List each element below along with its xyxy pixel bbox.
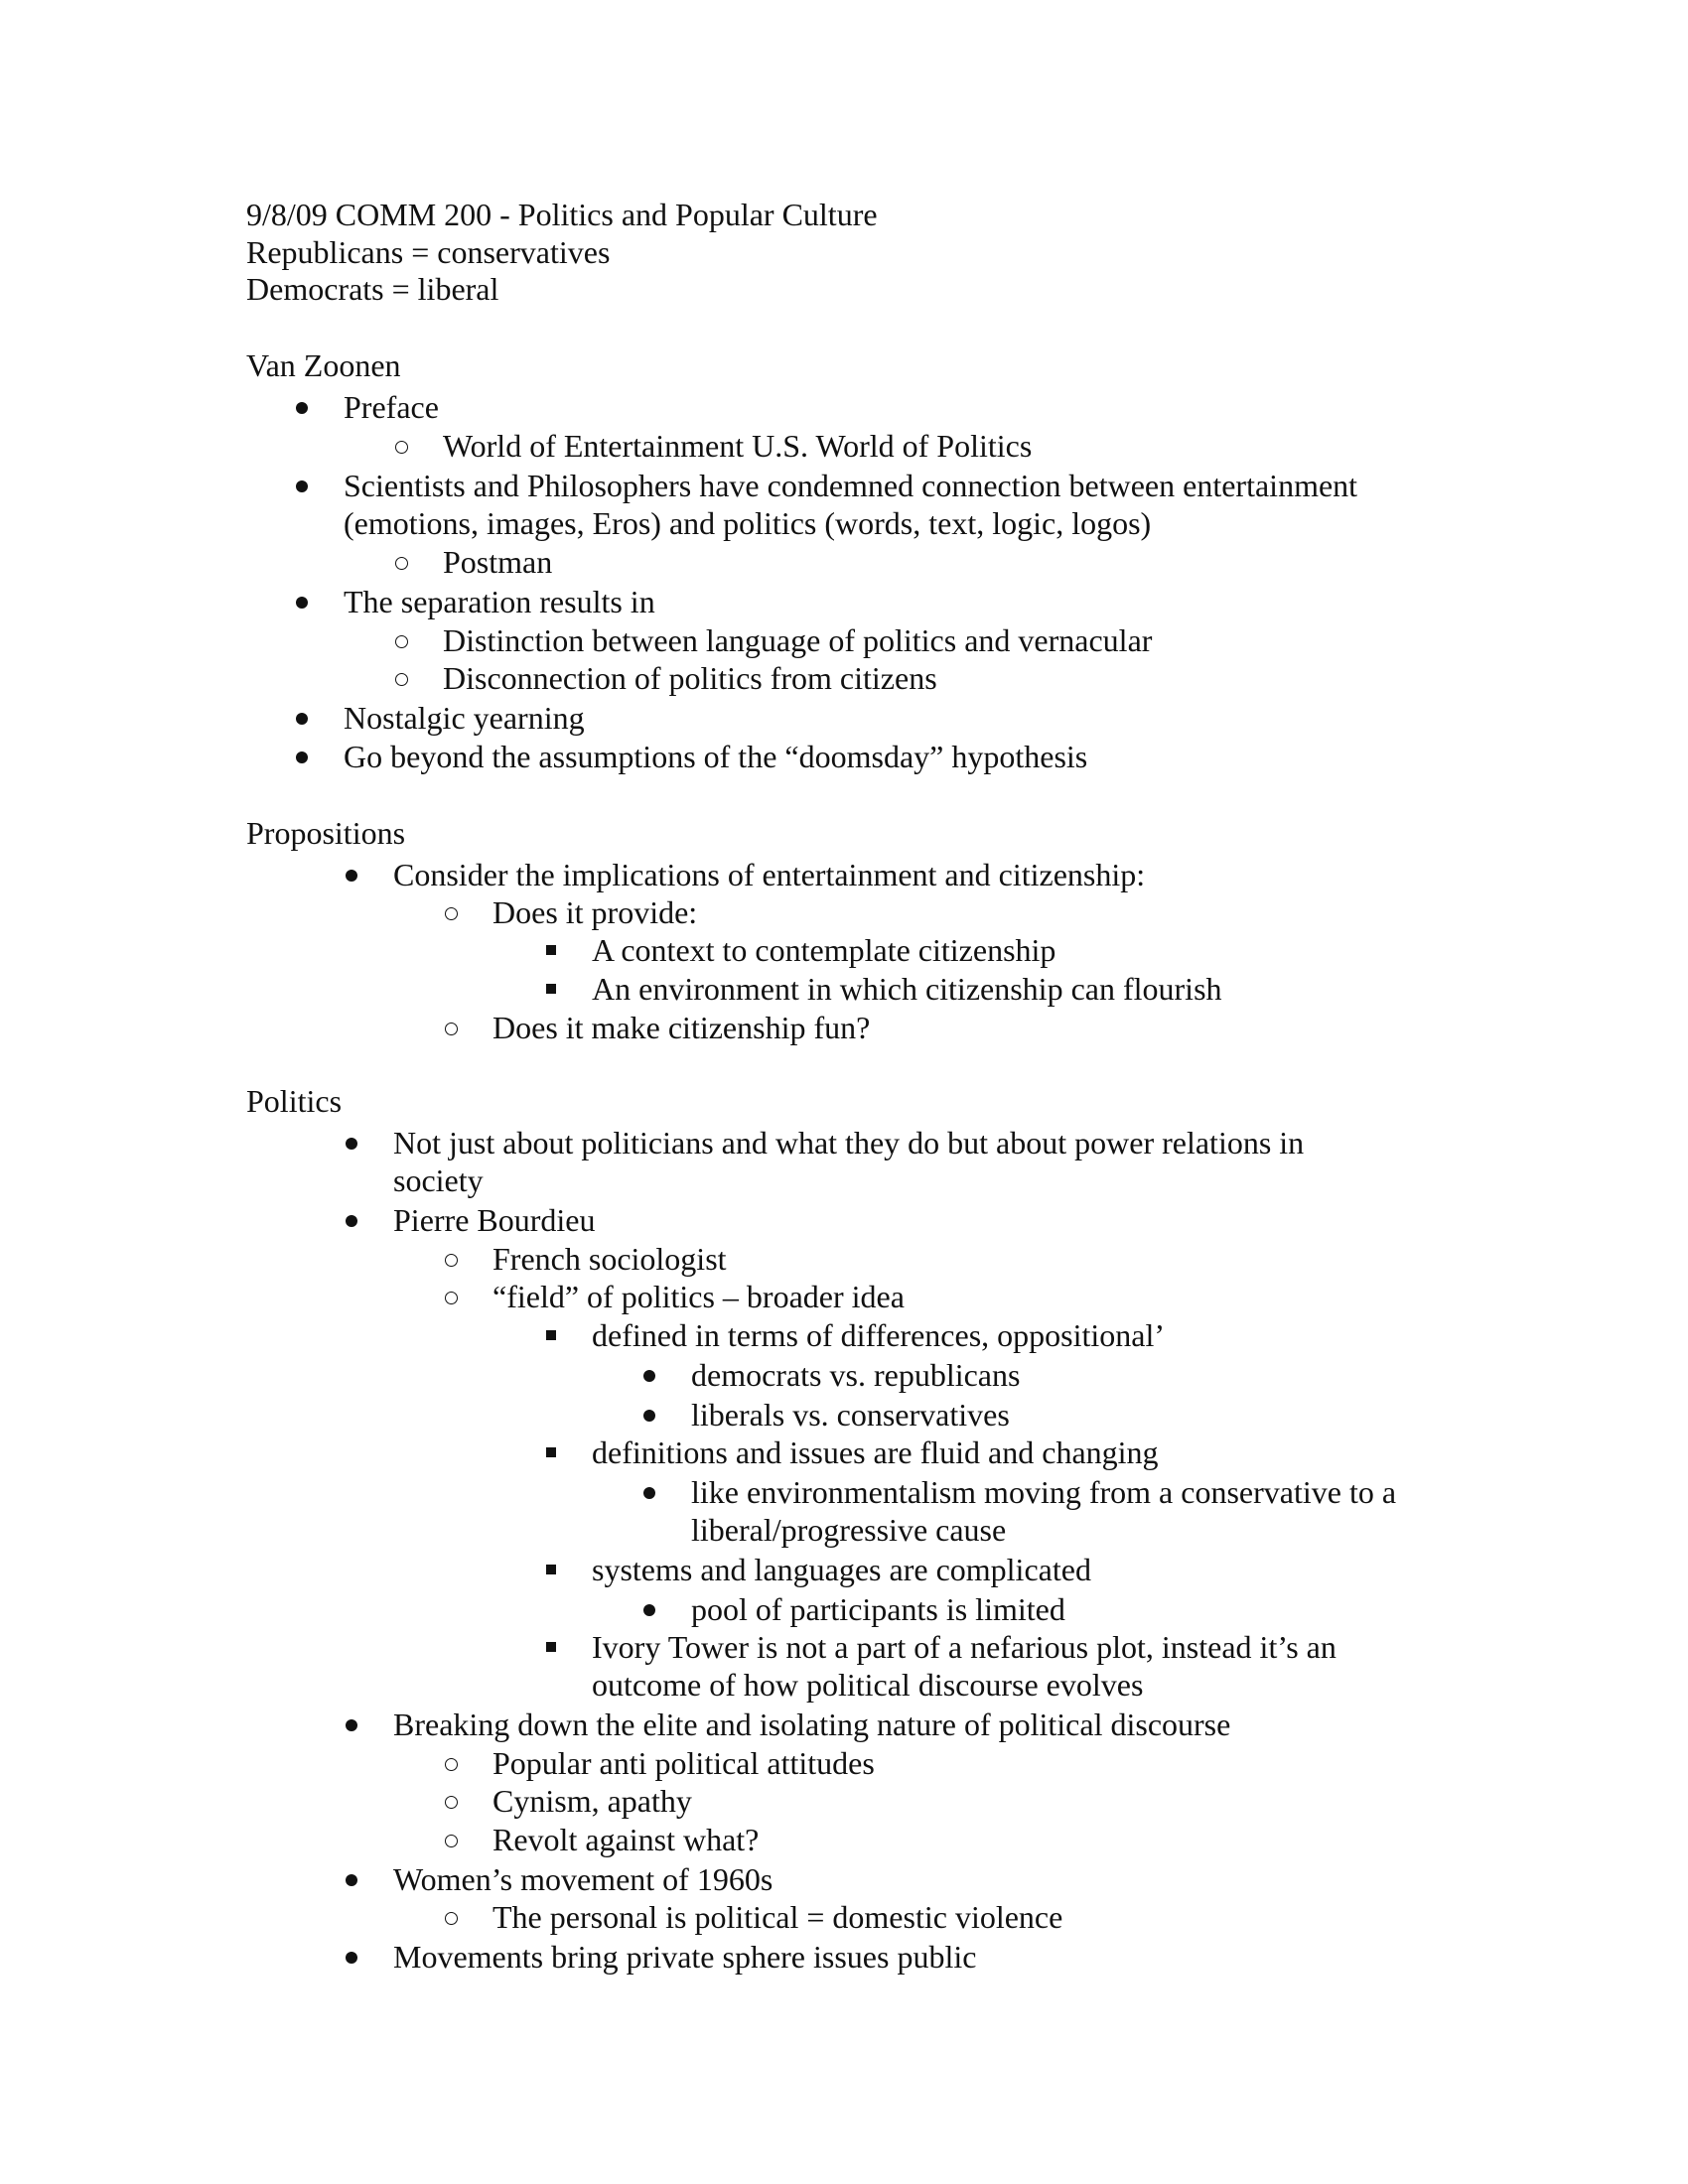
bullet-icon <box>296 480 308 492</box>
square-bullet-icon <box>546 945 556 955</box>
list-item: French sociologist <box>492 1241 727 1277</box>
list-item: Pierre Bourdieu <box>393 1202 596 1238</box>
bullet-icon <box>643 1410 655 1422</box>
list-item: defined in terms of differences, oppositional’ <box>592 1317 1166 1353</box>
list-item: Popular anti political attitudes <box>492 1745 875 1781</box>
list-item: Does it make citizenship fun? <box>492 1010 871 1045</box>
circle-bullet-icon <box>395 441 408 454</box>
list-item-continuation: (emotions, images, Eros) and politics (words, text, logic, logos) <box>344 505 1152 541</box>
list-item: An environment in which citizenship can flourish <box>592 971 1222 1007</box>
bullet-icon <box>643 1370 655 1382</box>
bullet-icon <box>346 1215 357 1227</box>
header-line: Democrats = liberal <box>246 271 499 307</box>
list-item-continuation: liberal/progressive cause <box>691 1512 1007 1548</box>
list-item: Consider the implications of entertainment and citizenship: <box>393 857 1146 892</box>
circle-bullet-icon <box>445 1023 458 1035</box>
list-item: democrats vs. republicans <box>691 1357 1021 1393</box>
list-item-continuation: outcome of how political discourse evolves <box>592 1667 1144 1703</box>
circle-bullet-icon <box>445 1758 458 1771</box>
list-item: Distinction between language of politics and vernacular <box>443 622 1153 658</box>
bullet-icon <box>346 1138 357 1150</box>
bullet-icon <box>346 1719 357 1731</box>
list-item: Does it provide: <box>492 894 698 930</box>
list-item: systems and languages are complicated <box>592 1552 1091 1587</box>
circle-bullet-icon <box>395 557 408 570</box>
circle-bullet-icon <box>395 635 408 648</box>
section-heading: Propositions <box>246 815 406 851</box>
bullet-icon <box>346 1952 357 1964</box>
list-item: like environmentalism moving from a conservative to a <box>691 1474 1397 1510</box>
section-heading: Politics <box>246 1083 343 1119</box>
square-bullet-icon <box>546 984 556 994</box>
circle-bullet-icon <box>445 1254 458 1267</box>
bullet-icon <box>346 870 357 882</box>
list-item: Breaking down the elite and isolating nature of political discourse <box>393 1706 1231 1742</box>
list-item: Movements bring private sphere issues public <box>393 1939 977 1975</box>
list-item: Nostalgic yearning <box>344 700 585 736</box>
list-item: Revolt against what? <box>492 1822 760 1857</box>
circle-bullet-icon <box>395 673 408 686</box>
list-item: Cynism, apathy <box>492 1783 692 1819</box>
circle-bullet-icon <box>445 1835 458 1847</box>
circle-bullet-icon <box>445 907 458 920</box>
list-item: Scientists and Philosophers have condemned connection between entertainment <box>344 468 1358 503</box>
bullet-icon <box>296 751 308 763</box>
list-item: The personal is political = domestic violence <box>492 1899 1063 1935</box>
bullet-icon <box>643 1487 655 1499</box>
list-item: Go beyond the assumptions of the “doomsday” hypothesis <box>344 739 1088 774</box>
list-item: Postman <box>443 544 553 580</box>
bullet-icon <box>296 713 308 725</box>
list-item: pool of participants is limited <box>691 1591 1065 1627</box>
bullet-icon <box>346 1874 357 1886</box>
list-item: Ivory Tower is not a part of a nefarious plot, instead it’s an <box>592 1629 1336 1665</box>
header-line: Republicans = conservatives <box>246 234 611 270</box>
list-item: The separation results in <box>344 584 655 619</box>
list-item: A context to contemplate citizenship <box>592 932 1056 968</box>
list-item: definitions and issues are fluid and changing <box>592 1434 1159 1470</box>
doc-title: 9/8/09 COMM 200 - Politics and Popular Culture <box>246 197 878 232</box>
section-heading: Van Zoonen <box>246 347 401 383</box>
square-bullet-icon <box>546 1565 556 1574</box>
circle-bullet-icon <box>445 1796 458 1809</box>
bullet-icon <box>643 1604 655 1616</box>
square-bullet-icon <box>546 1447 556 1457</box>
list-item: Not just about politicians and what they do but about power relations in <box>393 1125 1305 1160</box>
list-item: liberals vs. conservatives <box>691 1397 1010 1433</box>
circle-bullet-icon <box>445 1292 458 1304</box>
bullet-icon <box>296 597 308 609</box>
list-item: Disconnection of politics from citizens <box>443 660 937 696</box>
list-item: Women’s movement of 1960s <box>393 1861 774 1897</box>
list-item: Preface <box>344 389 439 425</box>
circle-bullet-icon <box>445 1912 458 1925</box>
square-bullet-icon <box>546 1330 556 1340</box>
bullet-icon <box>296 402 308 414</box>
square-bullet-icon <box>546 1642 556 1652</box>
list-item: World of Entertainment U.S. World of Politics <box>443 428 1033 464</box>
list-item: “field” of politics – broader idea <box>492 1279 905 1314</box>
list-item-continuation: society <box>393 1162 484 1198</box>
